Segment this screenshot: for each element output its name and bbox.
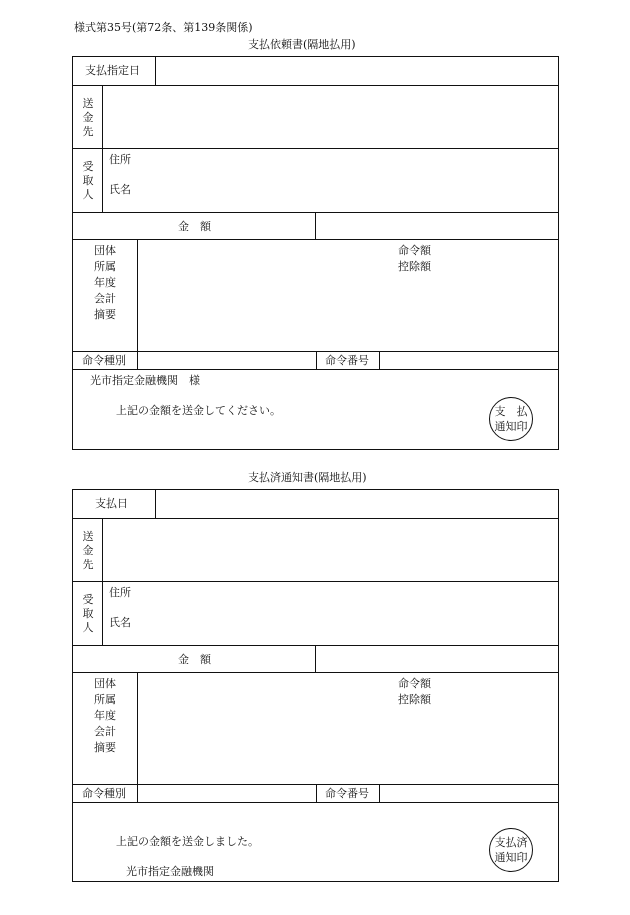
- notice-order-amount-label: 命令額: [398, 677, 431, 690]
- remit-to-label: 送金先: [82, 97, 94, 138]
- notice-stamp-line2: 通知印: [494, 851, 528, 864]
- request-message: 上記の金額を送金してください。: [116, 404, 281, 417]
- notice-item-fiscal-year: 年度: [94, 709, 116, 722]
- notice-remit-to-field[interactable]: [104, 520, 556, 580]
- notice-address-label: 住所: [109, 586, 131, 599]
- notice-amount-label: 金 額: [178, 653, 211, 666]
- request-form: [72, 56, 559, 450]
- paid-date-label: 支払日: [95, 497, 128, 510]
- notice-message: 上記の金額を送金しました。: [116, 835, 259, 848]
- notice-name-label: 氏名: [109, 616, 131, 629]
- amount-items: [398, 243, 431, 275]
- notice-remit-to-label: 送金先: [82, 530, 94, 571]
- deduction-label: 控除額: [398, 260, 431, 273]
- recipient-label: 受取人: [82, 160, 94, 201]
- form-number: 様式第35号(第72条、第139条関係): [74, 21, 253, 34]
- item-fiscal-year: 年度: [94, 276, 116, 289]
- amount-field[interactable]: [317, 214, 557, 238]
- notice-institution: 光市指定金融機関: [126, 865, 214, 878]
- notice-amount-items: [398, 676, 431, 708]
- notice-item-summary: 摘要: [94, 741, 116, 754]
- remit-to-field[interactable]: [104, 87, 556, 147]
- notice-order-type-label: 命令種別: [82, 787, 126, 800]
- item-summary: 摘要: [94, 308, 116, 321]
- item-department: 所属: [94, 260, 116, 273]
- order-number-label: 命令番号: [325, 354, 369, 367]
- paid-notice-stamp: [489, 828, 533, 872]
- paid-date-field[interactable]: [157, 490, 557, 517]
- account-items: [94, 243, 116, 323]
- notice-deduction-label: 控除額: [398, 693, 431, 706]
- notice-order-number-label: 命令番号: [325, 787, 369, 800]
- order-amount-label: 命令額: [398, 244, 431, 257]
- notice-item-department: 所属: [94, 693, 116, 706]
- stamp-line1: 支 払: [494, 405, 528, 418]
- payment-notice-stamp: [489, 397, 533, 441]
- payment-date-field[interactable]: [157, 57, 557, 84]
- stamp-line2: 通知印: [494, 420, 528, 433]
- notice-stamp-line1: 支払済: [494, 836, 528, 849]
- address-label: 住所: [109, 153, 131, 166]
- item-account: 会計: [94, 292, 116, 305]
- notice-account-items: [94, 676, 116, 756]
- item-group: 団体: [94, 244, 116, 257]
- notice-title: 支払済通知書(隔地払用): [248, 471, 367, 484]
- request-title: 支払依頼書(隔地払用): [248, 38, 356, 51]
- notice-item-account: 会計: [94, 725, 116, 738]
- notice-amount-field[interactable]: [317, 647, 557, 671]
- name-label: 氏名: [109, 183, 131, 196]
- order-type-label: 命令種別: [82, 354, 126, 367]
- notice-form: [72, 489, 559, 882]
- payment-date-label: 支払指定日: [85, 64, 140, 77]
- notice-item-group: 団体: [94, 677, 116, 690]
- amount-label: 金 額: [178, 220, 211, 233]
- notice-recipient-label: 受取人: [82, 593, 94, 634]
- addressee: 光市指定金融機関 様: [90, 374, 200, 387]
